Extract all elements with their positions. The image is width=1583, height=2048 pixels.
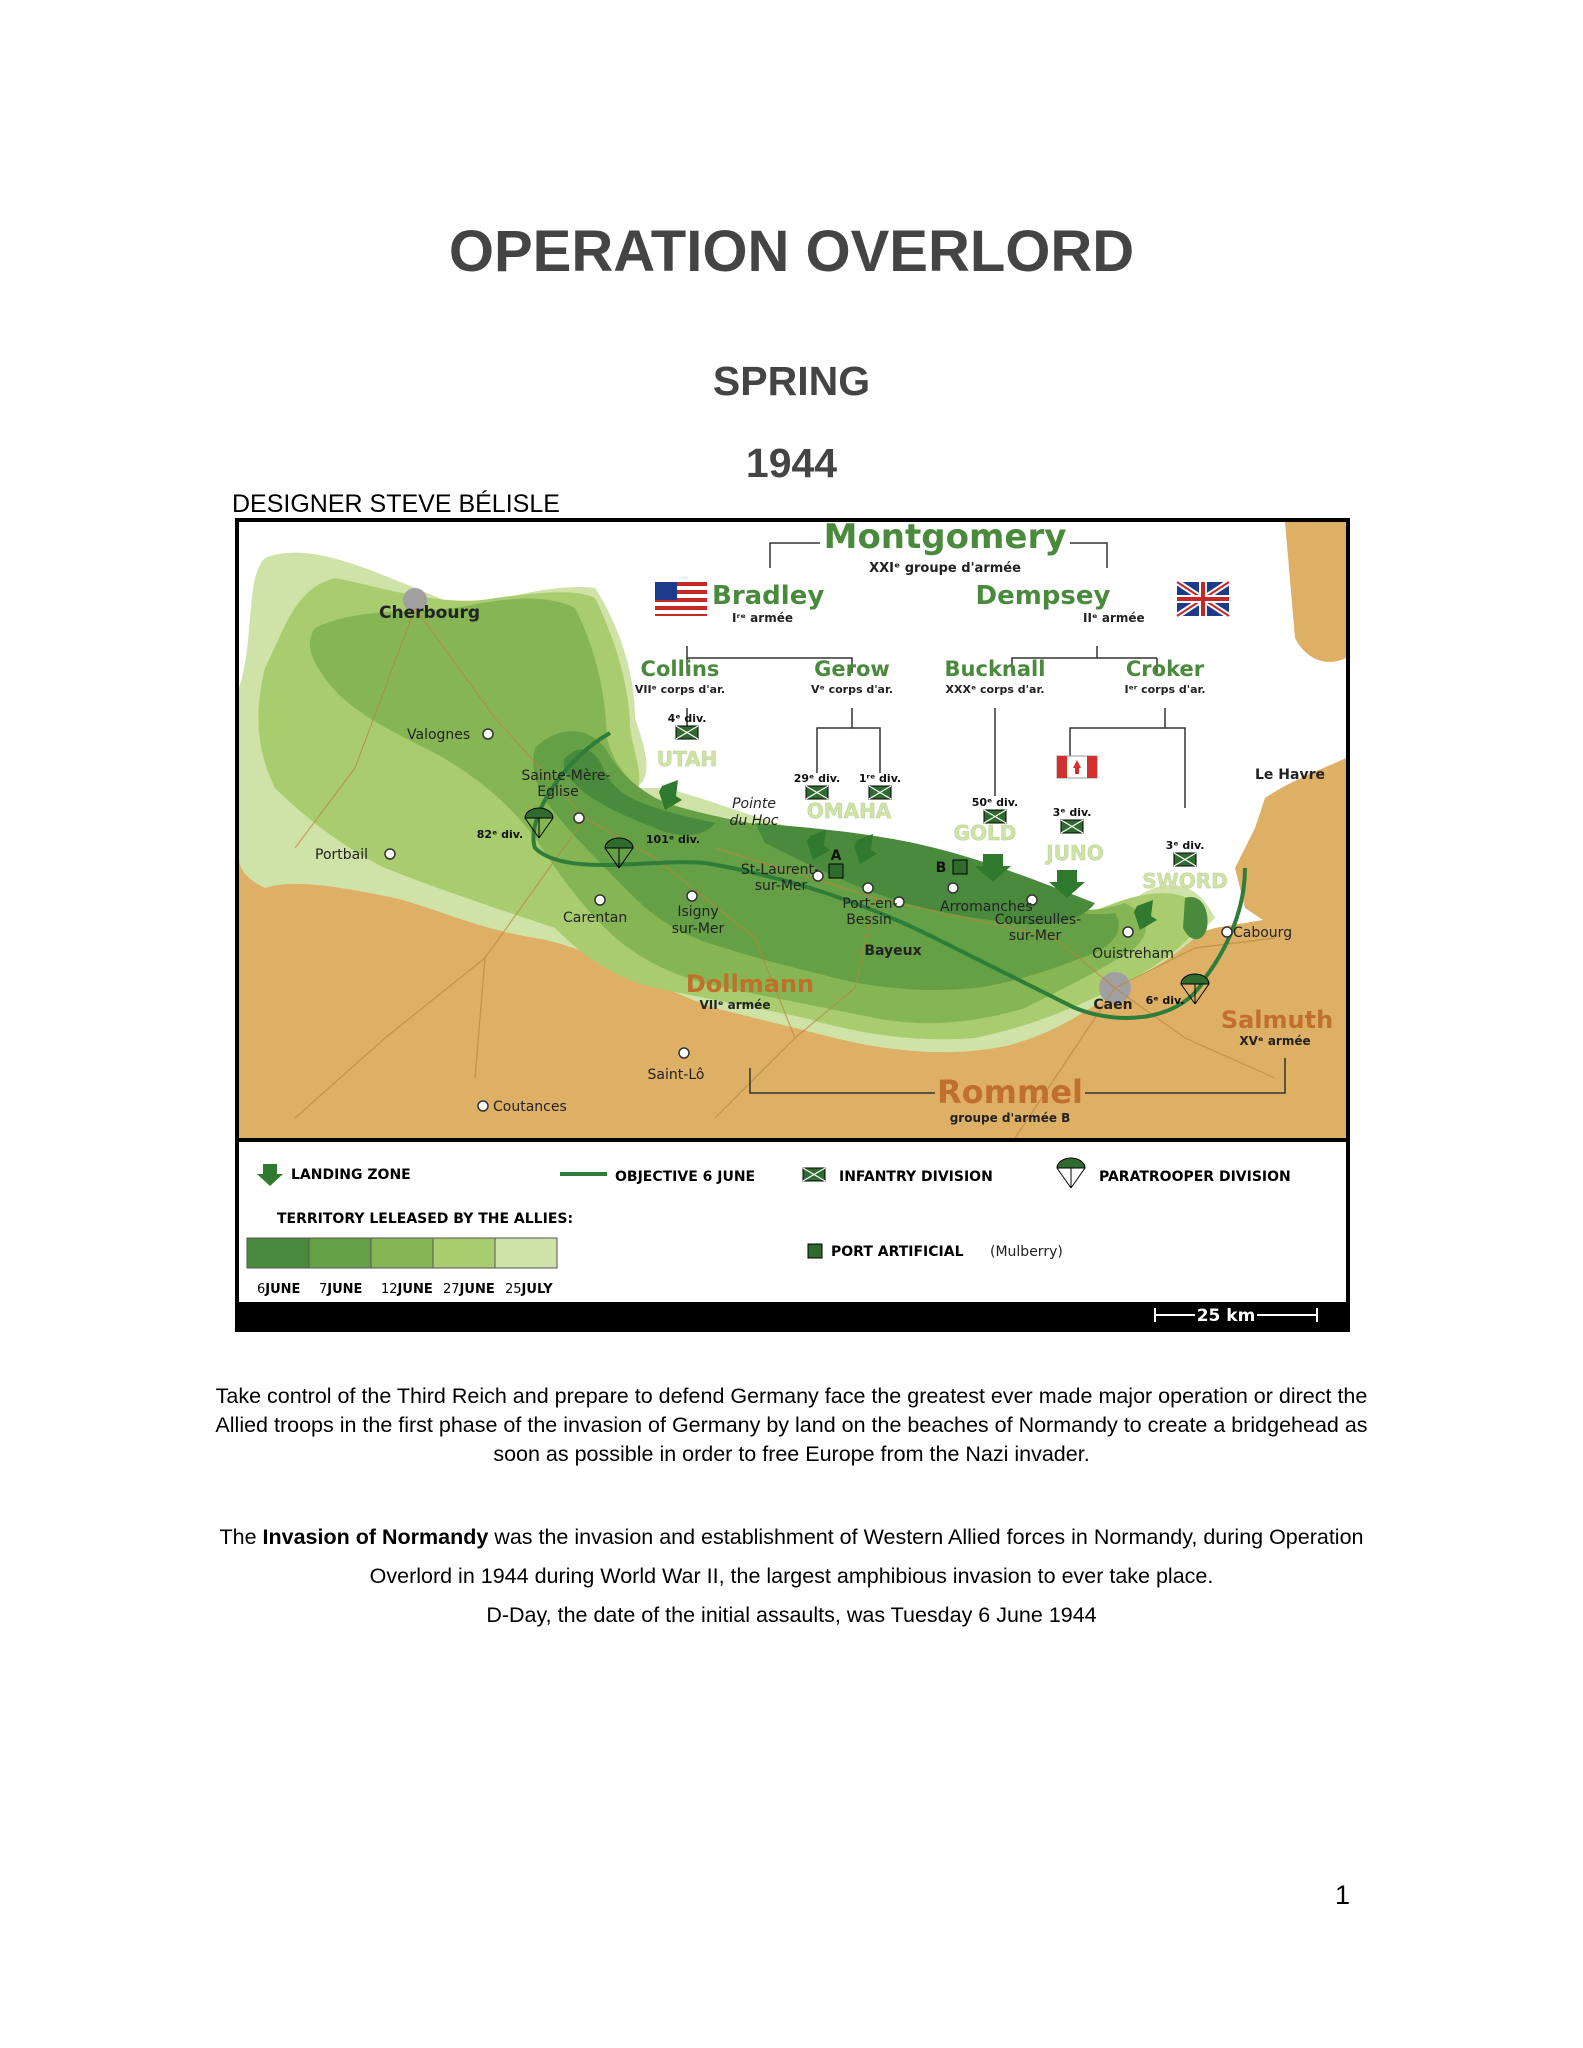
normandy-invasion-map xyxy=(235,518,1350,1332)
dempsey-label: Dempsey xyxy=(975,581,1111,611)
territory-date-4: 25JULY xyxy=(505,1282,553,1297)
territory-swatch-4 xyxy=(495,1238,557,1268)
us-flag-icon xyxy=(655,582,707,616)
isigny-label-1: Isigny xyxy=(677,904,719,920)
year-heading: 1944 xyxy=(745,440,838,486)
bucknall-label: Bucknall xyxy=(944,657,1046,681)
courseulles-label-2: sur-Mer xyxy=(1008,928,1062,944)
territory-swatches xyxy=(247,1238,557,1268)
salmuth-label: Salmuth xyxy=(1220,1006,1334,1034)
mulberry-legend-icon xyxy=(808,1244,822,1258)
utah-beach-label: UTAH xyxy=(656,747,718,771)
invasion-paragraph-prefix: The xyxy=(219,1525,263,1549)
pointe-du-hoc-label-1: Pointe xyxy=(732,796,776,812)
port-en-bessin-label-1: Port-en- xyxy=(842,896,898,912)
gold-division-label: 50ᵉ div. xyxy=(971,796,1019,809)
montgomery-unit: XXIᵉ groupe d'armée xyxy=(869,561,1021,576)
bradley-unit: Iʳᵉ armée xyxy=(732,611,793,625)
territory-date-3: 27JUNE xyxy=(443,1282,495,1297)
territory-date-1: 7JUNE xyxy=(319,1282,363,1297)
para-101-label: 101ᵉ div. xyxy=(645,833,701,846)
juno-beach-label: JUNO xyxy=(1046,841,1104,865)
legend-paratrooper: PARATROOPER DIVISION xyxy=(1099,1169,1291,1185)
portbail-label: Portbail xyxy=(315,847,368,863)
pointe-du-hoc-label-2: du Hoc xyxy=(729,813,779,829)
intro-paragraph: Take control of the Third Reich and prepare to defend Germany face the greatest ever made major operation or direct the Allied troops in the first phase of the invasion of Germany by land on the beaches of Normandy to create a bridgehead as soon as possible in order to free Europe from the Nazi invader. xyxy=(215,1384,1368,1466)
bradley-label: Bradley xyxy=(712,581,825,611)
collins-unit: VIIᵉ corps d'ar. xyxy=(634,683,726,696)
dday-date-line: D-Day, the date of the initial assaults, was Tuesday 6 June 1944 xyxy=(486,1603,1097,1627)
canada-flag-icon xyxy=(1057,756,1097,778)
bucknall-unit: XXXᵉ corps d'ar. xyxy=(945,683,1045,696)
le-havre-label: Le Havre xyxy=(1255,767,1325,783)
territory-swatch-3 xyxy=(433,1238,495,1268)
territory-swatch-1 xyxy=(309,1238,371,1268)
cabourg-label: Cabourg xyxy=(1233,925,1293,941)
salmuth-unit: XVᵉ armée xyxy=(1239,1034,1311,1048)
valognes-label: Valognes xyxy=(407,727,471,743)
legend-port-artificial: PORT ARTIFICIAL xyxy=(831,1244,964,1260)
mulberry-b-label: B xyxy=(935,860,947,876)
uk-flag-icon xyxy=(1177,582,1229,616)
dollmann-unit: VIIᵉ armée xyxy=(699,998,771,1012)
arromanches-label: Arromanches xyxy=(940,899,1033,915)
document-title: OPERATION OVERLORD xyxy=(448,219,1135,284)
dempsey-unit: IIᵉ armée xyxy=(1083,611,1145,625)
sainte-mere-label-2: Eglise xyxy=(537,784,579,800)
gold-beach-label: GOLD xyxy=(953,821,1017,845)
saint-lo-label: Saint-Lô xyxy=(647,1067,705,1083)
invasion-paragraph xyxy=(200,1518,1383,1635)
omaha-division-29-label: 29ᵉ div. xyxy=(793,772,841,785)
infantry-legend-icon xyxy=(803,1168,825,1181)
rommel-unit: groupe d'armée B xyxy=(949,1111,1071,1125)
montgomery-label: Montgomery xyxy=(823,518,1067,557)
croker-unit: Iᵉʳ corps d'ar. xyxy=(1124,683,1206,696)
croker-label: Croker xyxy=(1125,657,1205,681)
legend-territory-title: TERRITORY LELEASED BY THE ALLIES: xyxy=(277,1211,574,1227)
sword-division-label: 3ᵉ div. xyxy=(1165,839,1205,852)
territory-date-2: 12JUNE xyxy=(381,1282,433,1297)
mulberry-b-icon xyxy=(953,860,967,874)
designer-credit: DESIGNER STEVE BÉLISLE xyxy=(232,490,560,518)
isigny-label-2: sur-Mer xyxy=(671,921,725,937)
season-heading: SPRING xyxy=(712,358,871,404)
territory-swatch-0 xyxy=(247,1238,309,1268)
gerow-unit: Vᵉ corps d'ar. xyxy=(810,683,894,696)
legend-infantry: INFANTRY DIVISION xyxy=(839,1169,993,1185)
legend-mulberry: (Mulberry) xyxy=(990,1244,1063,1260)
courseulles-label-1: Courseulles- xyxy=(994,912,1082,928)
invasion-paragraph-body: was the invasion and establishment of Western Allied forces in Normandy, during Operation Overlord in 1944 during World War II, the largest amphibious invasion to ever take place. xyxy=(369,1525,1364,1588)
territory-date-0: 6JUNE xyxy=(257,1282,301,1297)
port-en-bessin-label-2: Bessin xyxy=(846,912,892,928)
rommel-label: Rommel xyxy=(937,1073,1083,1111)
legend-landing-zone: LANDING ZONE xyxy=(291,1167,411,1183)
dollmann-label: Dollmann xyxy=(685,970,815,998)
gerow-label: Gerow xyxy=(814,657,890,681)
st-laurent-label-1: St-Laurent- xyxy=(740,862,820,878)
sainte-mere-label-1: Sainte-Mère- xyxy=(521,768,611,784)
juno-division-label: 3ᵉ div. xyxy=(1052,806,1092,819)
carentan-label: Carentan xyxy=(563,910,628,926)
omaha-division-1-label: 1ʳᵉ div. xyxy=(858,772,902,785)
scale-label: 25 km xyxy=(1196,1306,1256,1326)
coutances-label: Coutances xyxy=(493,1099,567,1115)
mulberry-a-icon xyxy=(829,864,843,878)
territory-swatch-2 xyxy=(371,1238,433,1268)
collins-label: Collins xyxy=(640,657,720,681)
page-number: 1 xyxy=(1334,1880,1350,1910)
omaha-beach-label: OMAHA xyxy=(806,799,892,823)
legend-objective: OBJECTIVE 6 JUNE xyxy=(615,1169,756,1185)
utah-division-label: 4ᵉ div. xyxy=(667,712,707,725)
caen-label: Caen xyxy=(1093,997,1133,1013)
bayeux-label: Bayeux xyxy=(864,943,922,959)
para-82-label: 82ᵉ div. xyxy=(476,828,524,841)
mulberry-a-label: A xyxy=(830,848,842,864)
st-laurent-label-2: sur-Mer xyxy=(754,878,808,894)
cherbourg-label: Cherbourg xyxy=(379,603,480,623)
para-6-label: 6ᵉ div. xyxy=(1145,994,1185,1007)
invasion-paragraph-bold: Invasion of Normandy xyxy=(262,1525,489,1549)
ouistreham-label: Ouistreham xyxy=(1092,946,1174,962)
sword-beach-label: SWORD xyxy=(1142,869,1228,893)
